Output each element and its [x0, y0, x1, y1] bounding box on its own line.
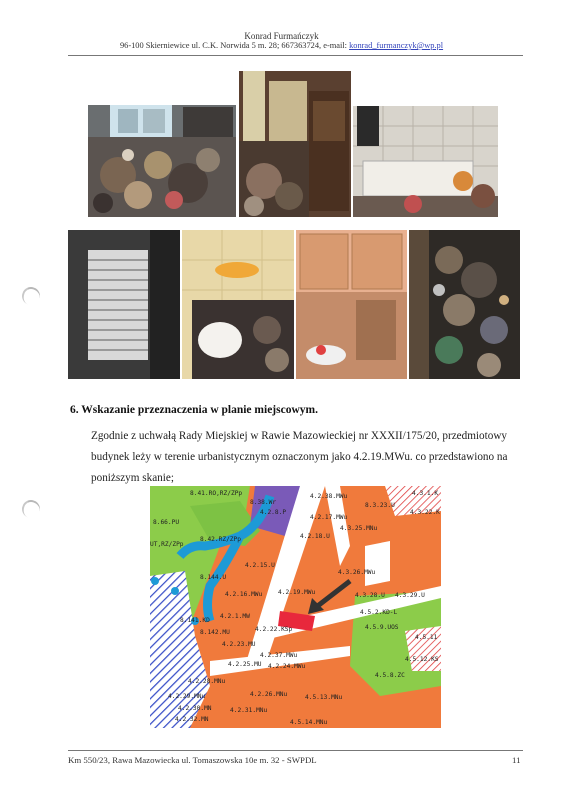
photo-cluttered-shelves [409, 230, 520, 379]
map-label: 4.2.23.MU [222, 641, 256, 648]
map-label: 4.2.28.MNu [188, 678, 226, 685]
map-label: 4.3.29.U [395, 592, 425, 599]
map-label: UT,RZ/ZPp [150, 541, 184, 548]
map-label: 4.3.26.MWu [338, 569, 376, 576]
map-label: 8.66.PU [153, 519, 180, 526]
header-name: Konrad Furmańczyk [244, 31, 319, 41]
photo-bathtub [353, 106, 498, 217]
footer-rule [68, 750, 523, 751]
photo-radiator [68, 230, 180, 379]
map-label: 4.2.26.MNu [250, 691, 288, 698]
map-label: 4.2.25.MU [228, 661, 262, 668]
header-rule [68, 55, 523, 56]
map-label: 8.141.KD [180, 617, 210, 624]
map-label: 4.2.16.MWu [225, 591, 263, 598]
map-label: 8.41.RO,RZ/ZPp [190, 490, 243, 497]
map-label: 4.2.32.MN [175, 716, 209, 723]
road-east [365, 541, 390, 586]
section-title: 6. Wskazanie przeznaczenia w planie miejscowym. [70, 404, 318, 416]
zoning-map [150, 486, 441, 728]
map-label: 4.2.30.MN [178, 705, 212, 712]
photo-messy-room-window [88, 105, 236, 217]
map-label: 4.2.18.U [300, 533, 330, 540]
map-label: 4.5.8.ZC [375, 672, 405, 679]
header-address [0, 41, 563, 50]
map-label: 4.3.22.K [410, 509, 440, 516]
map-label: 4.3.28.U [355, 592, 385, 599]
punch-hole-top [19, 284, 42, 307]
photo-cabinets-sink [296, 230, 407, 379]
river-point-2 [171, 587, 179, 595]
section-body: Zgodnie z uchwałą Rady Miejskiej w Rawie Mazowieckiej nr XXXII/175/20, przedmiotowy budynek leży w terenie urbanistycznym oznaczonym jako 4.2.19.MWu. co przedstawiono na poniższym skanie; [91, 430, 508, 484]
map-label: 8.3.23.U [365, 502, 395, 509]
map-label: 8.38.Wr [250, 499, 277, 506]
address-text: 96-100 Skierniewice ul. C.K. Norwida 5 m. 28; 667363724, e-mail: [119, 41, 350, 50]
map-label: 4.2.22.KSp [255, 626, 293, 633]
map-label: 8.42.RZ/ZPp [200, 536, 241, 543]
map-label: 8.144.U [200, 574, 227, 581]
map-label: 4.2.29.MNu [168, 693, 206, 700]
map-label: 4.5.12.KS [405, 656, 439, 663]
map-label: 4.5.2.KD-L [360, 609, 398, 616]
river-point-1 [151, 577, 159, 585]
photo-toilet-sink [182, 230, 294, 379]
map-label: 4.2.19.MWu [278, 589, 316, 596]
map-label: 4.3.25.MNu [340, 525, 378, 532]
email-link[interactable]: konrad_furmanczyk@wp.pl [349, 41, 444, 50]
map-label: 4.2.31.MNu [230, 707, 268, 714]
map-label: 4.5.11 [415, 634, 438, 641]
photo-room-cabinet [239, 71, 351, 217]
map-label: 8.142.MU [200, 629, 230, 636]
map-label: 4.2.38.MWu [310, 493, 348, 500]
map-label: 4.3.1.K [412, 490, 439, 497]
map-label: 4.5.9.UOS [365, 624, 399, 631]
map-label: 4.2.24.MWu [268, 663, 306, 670]
map-label: 4.5.14.MNu [290, 719, 328, 726]
page-number: 11 [512, 755, 521, 765]
footer-text: Km 550/23, Rawa Mazowiecka ul. Tomaszowska 10e m. 32 - SWPDL [68, 755, 317, 765]
map-label: 4.5.13.MNu [305, 694, 343, 701]
map-label: 4.2.15.U [245, 562, 275, 569]
map-label: 4.2.17.MWu [310, 514, 348, 521]
map-label: 4.2.1.MW [220, 613, 250, 620]
map-label: 4.2.37.MWu [260, 652, 298, 659]
punch-hole-bottom [19, 497, 42, 520]
map-label: 4.2.8.P [260, 509, 287, 516]
